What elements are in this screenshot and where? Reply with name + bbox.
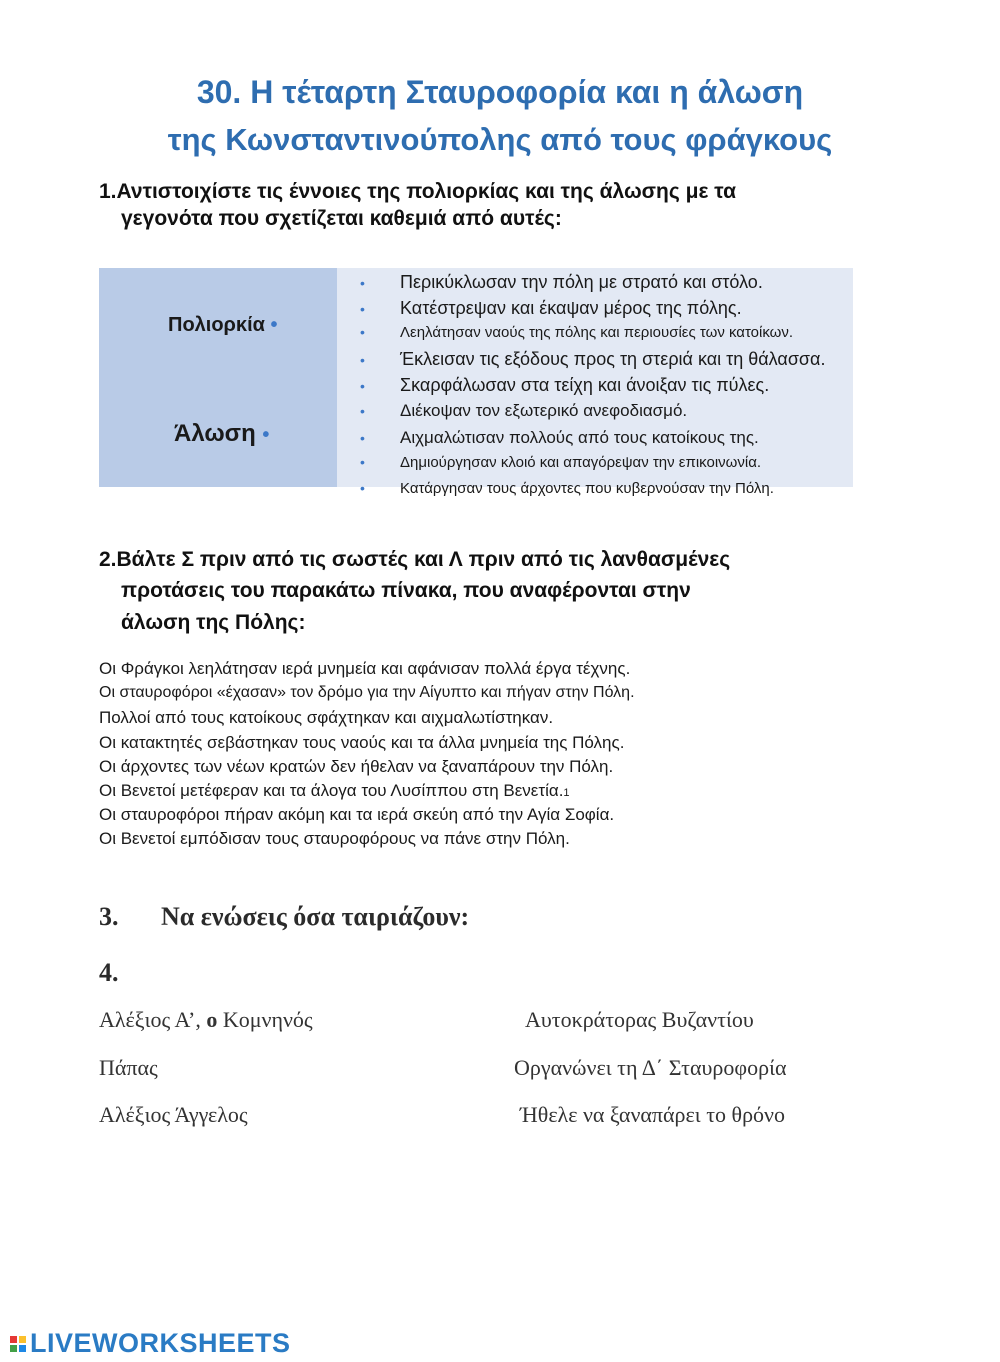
event-bullet-icon[interactable]: • xyxy=(360,275,365,291)
event-bullet-icon[interactable]: • xyxy=(360,403,365,419)
question-2-line-2: προτάσεις του παρακάτω πίνακα, που αναφέρονται στην xyxy=(121,579,691,602)
statement-item: Οι Φράγκοι λεηλάτησαν ιερά μνημεία και αφάνισαν πολλά έργα τέχνης. xyxy=(99,659,631,678)
statement-item: Οι σταυροφόροι «έχασαν» τον δρόμο για την Αίγυπτο και πήγαν στην Πόλη. xyxy=(99,684,635,701)
question-1-line-1: Αντιστοιχίστε τις έννοιες της πολιορκίας και της άλωσης με τα xyxy=(116,180,736,203)
event-item[interactable]: • Κατέστρεψαν και έκαψαν μέρος της πόλης. xyxy=(360,298,742,318)
question-2-line-1: Βάλτε Σ πριν από τις σωστές και Λ πριν από τις λανθασμένες xyxy=(116,548,731,571)
liveworksheets-logo-icon xyxy=(10,1336,26,1352)
event-bullet-icon[interactable]: • xyxy=(360,301,365,317)
event-item[interactable]: • Αιχμαλώτισαν πολλούς από τους κατοίκους της. xyxy=(360,428,759,447)
match-right-item[interactable]: Αυτοκράτορας Βυζαντίου xyxy=(525,1007,754,1032)
concept-capture-label: Άλωση xyxy=(174,420,256,447)
liveworksheets-logo xyxy=(10,1328,291,1359)
event-bullet-icon[interactable]: • xyxy=(360,324,365,340)
statement-item: Οι κατακτητές σεβάστηκαν τους ναούς και τα άλλα μνημεία της Πόλης. xyxy=(99,733,625,752)
event-bullet-icon[interactable]: • xyxy=(360,480,365,496)
concept-siege[interactable] xyxy=(168,314,278,337)
concept-capture[interactable] xyxy=(174,420,269,448)
event-bullet-icon[interactable]: • xyxy=(360,352,365,368)
question-1-line-2: γεγονότα που σχετίζεται καθεμιά από αυτές: xyxy=(121,207,562,230)
liveworksheets-brand: LIVEWORKSHEETS xyxy=(30,1328,291,1358)
event-bullet-icon[interactable]: • xyxy=(360,454,365,470)
statement-item: Οι σταυροφόροι πήραν ακόμη και τα ιερά σκεύη από την Αγία Σοφία. xyxy=(99,805,615,824)
footnote-mark: 1 xyxy=(563,787,570,799)
concepts-panel xyxy=(99,268,337,487)
event-item[interactable]: • Λεηλάτησαν ναούς της πόλης και περιουσίες των κατοίκων. xyxy=(360,324,794,341)
match-right-item[interactable]: Οργανώνει τη Δ΄ Σταυροφορία xyxy=(514,1055,787,1080)
match-right-item[interactable]: Ήθελε να ξαναπάρει το θρόνο xyxy=(520,1102,785,1127)
event-item[interactable]: • Διέκοψαν τον εξωτερικό ανεφοδιασμό. xyxy=(360,401,688,420)
statement-item: Οι άρχοντες των νέων κρατών δεν ήθελαν να ξαναπάρουν την Πόλη. xyxy=(99,757,614,776)
page-title-line-2: της Κωνσταντινούπολης από τους φράγκους xyxy=(167,122,833,157)
event-item[interactable]: • Δημιούργησαν κλοιό και απαγόρεψαν την επικοινωνία. xyxy=(360,454,762,471)
question-2-line-3: άλωση της Πόλης: xyxy=(121,611,306,634)
question-2-number: 2. xyxy=(99,548,117,571)
event-item[interactable]: • Σκαρφάλωσαν στα τείχη και άνοιξαν τις πύλες. xyxy=(360,375,770,395)
statement-text: Οι Βενετοί μετέφεραν και τα άλογα του Λυσίππου στη Βενετία. xyxy=(99,781,564,800)
concept-capture-dot[interactable]: • xyxy=(262,424,270,446)
statement-item: Οι Βενετοί εμπόδισαν τους σταυροφόρους να πάνε στην Πόλη. xyxy=(99,829,570,848)
event-bullet-icon[interactable]: • xyxy=(360,378,365,394)
question-1-number: 1. xyxy=(99,180,117,203)
event-item[interactable]: • Κατάργησαν τους άρχοντες που κυβερνούσαν την Πόλη. xyxy=(360,480,774,497)
match-left-item[interactable]: Αλέξιος Α’, ο Κομνηνός xyxy=(99,1007,313,1032)
match-left-item[interactable]: Αλέξιος Άγγελος xyxy=(99,1102,248,1127)
match-left-item[interactable]: Πάπας xyxy=(99,1055,158,1080)
question-3-text: Να ενώσεις όσα ταιριάζουν: xyxy=(161,902,470,931)
question-2-heading xyxy=(99,546,730,574)
question-3-heading xyxy=(99,902,469,932)
question-1-heading xyxy=(99,178,736,206)
event-bullet-icon[interactable]: • xyxy=(360,430,365,446)
event-item[interactable]: • Έκλεισαν τις εξόδους προς τη στεριά και τη θάλασσα. xyxy=(360,349,826,369)
event-item[interactable]: • Περικύκλωσαν την πόλη με στρατό και στόλο. xyxy=(360,272,763,292)
statement-item-with-footnote xyxy=(99,781,570,801)
concept-siege-label: Πολιορκία xyxy=(168,314,265,336)
question-3-number: 3. xyxy=(99,902,119,931)
concept-siege-dot[interactable]: • xyxy=(270,314,278,336)
page-title-line-1: 30. Η τέταρτη Σταυροφορία και η άλωση xyxy=(196,74,804,110)
statement-item: Πολλοί από τους κατοίκους σφάχτηκαν και αιχμαλωτίστηκαν. xyxy=(99,708,554,727)
question-4-number: 4. xyxy=(99,958,119,987)
